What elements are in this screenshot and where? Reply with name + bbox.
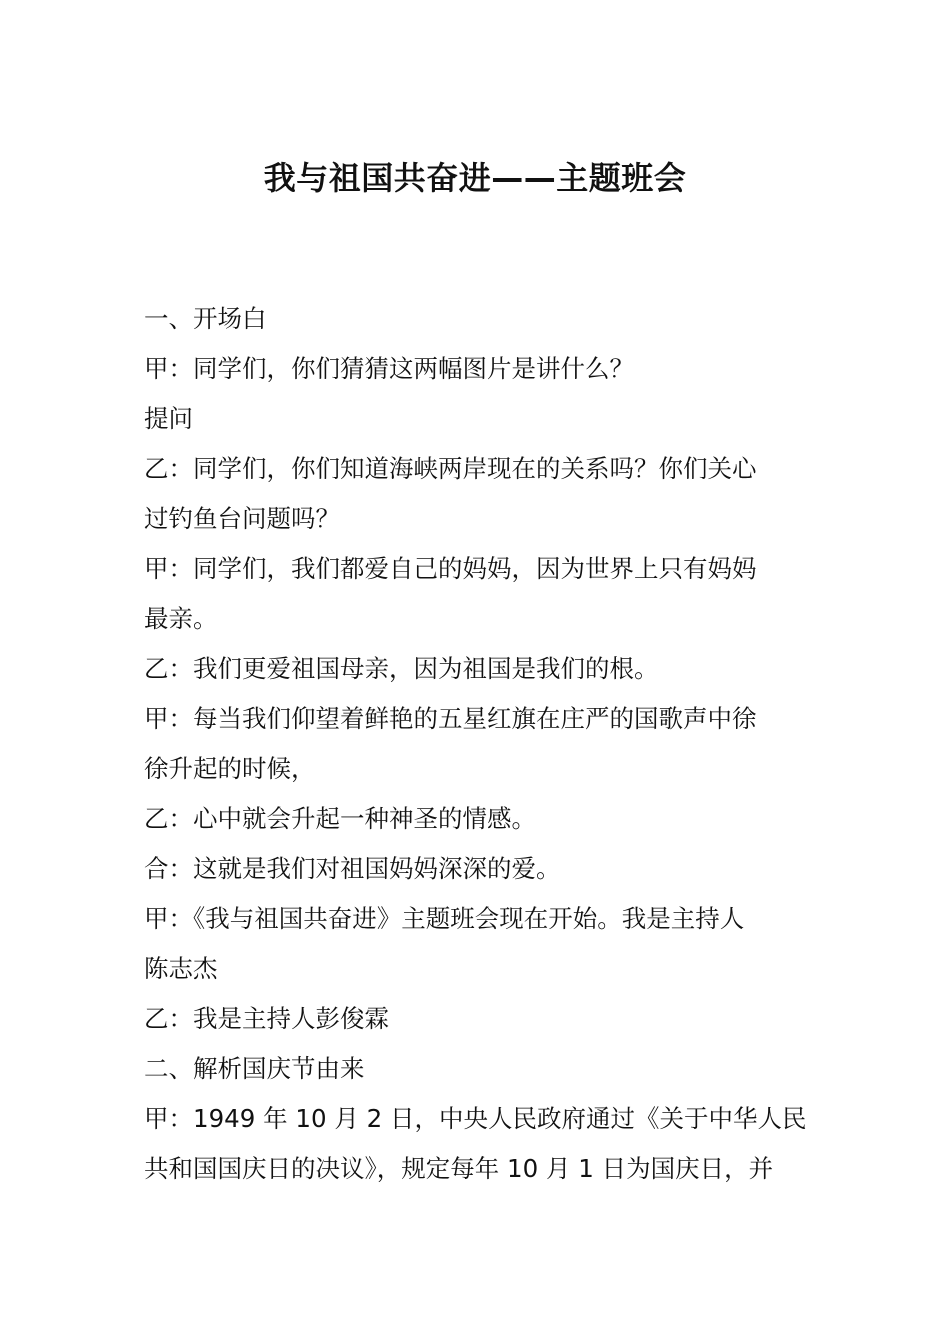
section-heading-opening: 一、开场白 [144,304,267,333]
body-line: 甲：《我与祖国共奋进》主题班会现在开始。我是主持人 [144,904,745,933]
body-line: 甲：同学们，你们猜猜这两幅图片是讲什么？ [144,354,634,383]
body-line: 乙：心中就会升起一种神圣的情感。 [144,804,536,833]
body-line: 合：这就是我们对祖国妈妈深深的爱。 [144,854,561,883]
body-line: 甲：1949 年 10 月 2 日，中央人民政府通过《关于中华人民 [144,1104,807,1133]
body-line: 徐升起的时候， [144,754,316,783]
body-line: 最亲。 [144,604,218,633]
body-line: 共和国国庆日的决议》，规定每年 10 月 1 日为国庆日，并 [144,1154,774,1183]
document-body [144,294,808,1194]
body-line: 甲：每当我们仰望着鲜艳的五星红旗在庄严的国歌声中徐 [144,704,757,733]
body-line: 乙：我们更爱祖国母亲，因为祖国是我们的根。 [144,654,659,683]
body-line: 甲：同学们，我们都爱自己的妈妈，因为世界上只有妈妈 [144,554,757,583]
body-line: 提问 [144,404,193,433]
body-line: 过钓鱼台问题吗？ [144,504,340,533]
body-line: 陈志杰 [144,954,218,983]
body-line: 乙：同学们，你们知道海峡两岸现在的关系吗？你们关心 [144,454,757,483]
document-title: 我与祖国共奋进——主题班会 [263,159,687,197]
body-line: 乙：我是主持人彭俊霖 [144,1004,389,1033]
section-heading-national-day-origin: 二、解析国庆节由来 [144,1054,365,1083]
